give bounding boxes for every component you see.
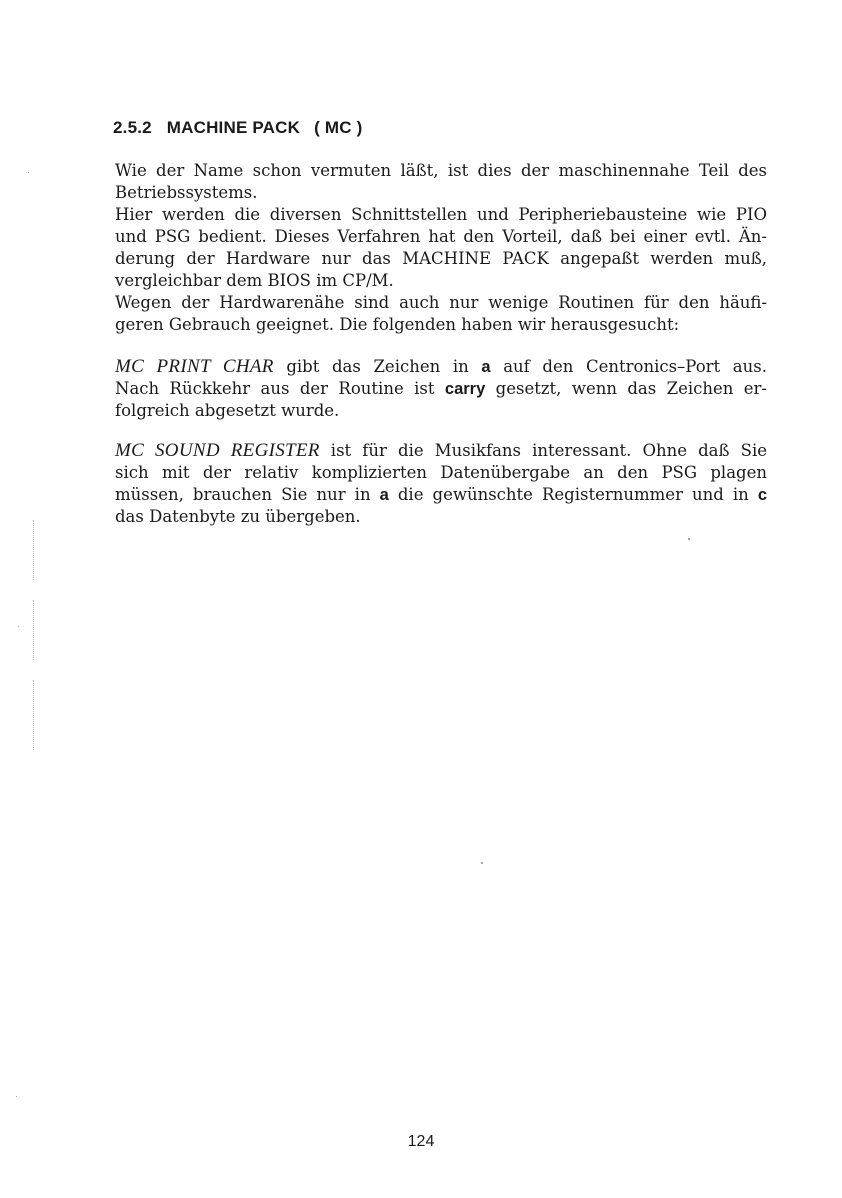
text-line: sich mit der relativ komplizierten Datenübergabe an den PSG plagen bbox=[115, 463, 767, 482]
text-line: das Datenbyte zu übergeben. bbox=[115, 507, 361, 526]
scan-speck bbox=[688, 538, 690, 540]
register-name: c bbox=[757, 486, 767, 504]
section-number: 2.5.2 bbox=[113, 118, 152, 137]
text-line: Wegen der Hardwarenähe sind auch nur wenige Routinen für den häufi- bbox=[115, 293, 767, 312]
paragraph-print-char bbox=[115, 356, 767, 422]
paragraph-sound-register bbox=[115, 440, 767, 528]
scan-speck bbox=[16, 1096, 17, 1097]
text-line: derung der Hardware nur das MACHINE PACK angepaßt werden muß, bbox=[115, 249, 767, 268]
section-abbreviation: ( MC ) bbox=[314, 118, 363, 137]
text-line: Wie der Name schon vermuten läßt, ist dies der maschinennahe Teil des bbox=[115, 161, 767, 180]
text-line: folgreich abgesetzt wurde. bbox=[115, 401, 340, 420]
text-line: Betriebssystems. bbox=[115, 183, 258, 202]
text-line: geren Gebrauch geeignet. Die folgenden haben wir herausgesucht: bbox=[115, 315, 680, 334]
scan-speck bbox=[28, 172, 29, 173]
register-name: a bbox=[481, 358, 491, 376]
section-title: MACHINE PACK bbox=[166, 118, 301, 137]
routine-name: MC PRINT CHAR bbox=[115, 356, 274, 377]
scan-margin-mark bbox=[33, 600, 35, 660]
flag-name: carry bbox=[444, 380, 486, 398]
text-line: müssen, brauchen Sie nur in a die gewünschte Registernummer und in c bbox=[115, 485, 767, 504]
text-line: Nach Rückkehr aus der Routine ist carry gesetzt, wenn das Zeichen er- bbox=[115, 379, 768, 398]
scan-speck bbox=[481, 862, 483, 864]
scan-speck bbox=[18, 626, 19, 627]
scan-margin-mark bbox=[33, 680, 35, 750]
routine-name: MC SOUND REGISTER bbox=[115, 440, 320, 461]
section-heading bbox=[113, 118, 363, 138]
page-number: 124 bbox=[407, 1133, 435, 1150]
text-line: MC SOUND REGISTER ist für die Musikfans interessant. Ohne daß Sie bbox=[115, 440, 767, 461]
text-line: Hier werden die diversen Schnittstellen und Peripheriebausteine wie PIO bbox=[115, 205, 767, 224]
paragraph-intro bbox=[115, 160, 767, 336]
text-line: vergleichbar dem BIOS im CP/M. bbox=[115, 271, 394, 290]
text-line: MC PRINT CHAR gibt das Zeichen in a auf den Centronics–Port aus. bbox=[115, 356, 767, 377]
register-name: a bbox=[379, 486, 389, 504]
scan-margin-mark bbox=[33, 520, 35, 580]
text-line: und PSG bedient. Dieses Verfahren hat den Vorteil, daß bei einer evtl. Än- bbox=[115, 227, 767, 246]
